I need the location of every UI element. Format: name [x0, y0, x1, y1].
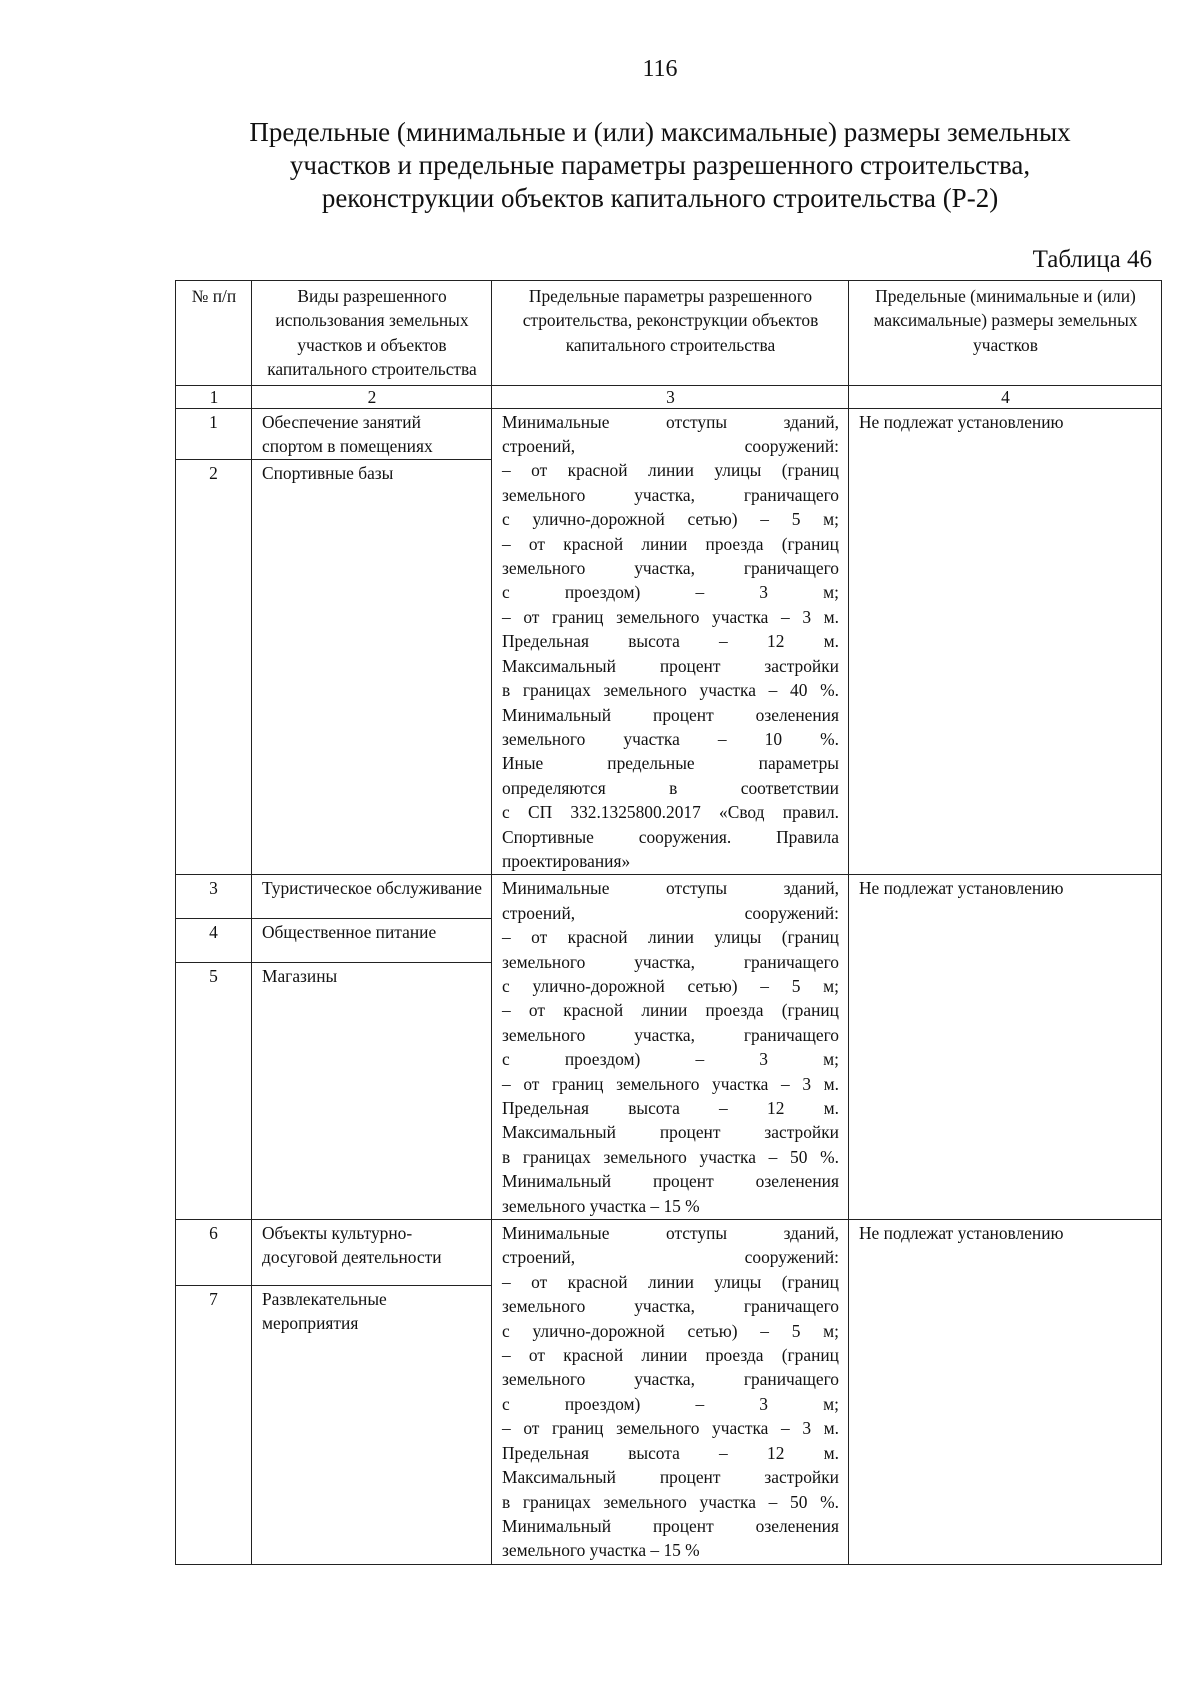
row-number: 3: [176, 875, 252, 919]
parameter-line: строений, сооружений:: [502, 1247, 839, 1268]
column-number-row: [176, 385, 1162, 408]
column-number: 1: [176, 385, 252, 408]
parameter-line: земельного участка, граничащего: [502, 1024, 839, 1045]
header-plot-sizes: Предельные (минимальные и (или) максимальные) размеры земельных участков: [849, 281, 1162, 386]
column-number: 2: [252, 385, 492, 408]
parameter-line: Предельная высота – 12 м.: [502, 1098, 839, 1118]
parameter-line: – от красной линии улицы (границ: [502, 927, 839, 948]
parameter-line: земельного участка, граничащего: [502, 484, 839, 505]
row-number: 7: [176, 1286, 252, 1565]
parameter-line: Предельная высота – 12 м.: [502, 1442, 839, 1463]
parameter-line: – от красной линии улицы (границ: [502, 1271, 839, 1292]
regulations-table: [175, 280, 1162, 1565]
use-type: Общественное питание: [252, 919, 492, 963]
parameter-line: земельного участка, граничащего: [502, 1369, 839, 1390]
parameter-line: с СП 332.1325800.2017 «Свод правил.: [502, 802, 839, 823]
parameter-line: с улично-дорожной сетью) – 5 м;: [502, 1320, 839, 1341]
parameter-line: Минимальный процент озеленения: [502, 704, 839, 725]
parameter-line: – от границ земельного участка – 3 м.: [502, 1073, 839, 1094]
use-type: Туристическое обслуживание: [252, 875, 492, 919]
parameter-line: в границах земельного участка – 40 %.: [502, 680, 839, 701]
title-line: Предельные (минимальные и (или) максимальные) размеры земельных: [249, 117, 1071, 147]
row-number: 2: [176, 460, 252, 875]
building-parameters: [492, 1220, 849, 1565]
parameter-line: – от границ земельного участка – 3 м.: [502, 1418, 839, 1439]
parameter-line: земельного участка, граничащего: [502, 951, 839, 972]
column-number: 3: [492, 385, 849, 408]
use-type: Обеспечение занятий спортом в помещениях: [252, 408, 492, 460]
parameter-line: земельного участка – 15 %: [502, 1195, 700, 1216]
plot-size-limits: Не подлежат установлению: [849, 1220, 1162, 1565]
parameter-line: Минимальные отступы зданий,: [502, 878, 839, 899]
parameter-line: с проездом) – 3 м;: [502, 1049, 839, 1070]
parameter-line: Иные предельные параметры: [502, 753, 839, 774]
parameter-line: – от красной линии проезда (границ: [502, 1345, 839, 1366]
parameter-line: проектирования»: [502, 850, 631, 871]
table-row: [176, 875, 1162, 919]
parameter-line: строений, сооружений:: [502, 436, 839, 457]
use-type: Объекты культурно-досуговой деятельности: [252, 1220, 492, 1286]
parameter-line: с проездом) – 3 м;: [502, 582, 839, 603]
parameter-line: земельного участка – 15 %: [502, 1540, 700, 1561]
parameter-line: с улично-дорожной сетью) – 5 м;: [502, 975, 839, 996]
parameter-line: Минимальный процент озеленения: [502, 1171, 839, 1192]
parameter-line: Минимальные отступы зданий,: [502, 1223, 839, 1244]
parameter-line: Максимальный процент застройки: [502, 1122, 839, 1143]
plot-size-limits: Не подлежат установлению: [849, 408, 1162, 875]
building-parameters: [492, 875, 849, 1220]
parameter-line: Предельная высота – 12 м.: [502, 631, 839, 652]
parameter-line: с проездом) – 3 м;: [502, 1393, 839, 1414]
parameter-line: земельного участка, граничащего: [502, 1296, 839, 1317]
parameter-line: Максимальный процент застройки: [502, 655, 839, 676]
plot-size-limits: Не подлежат установлению: [849, 875, 1162, 1220]
row-number: 5: [176, 963, 252, 1220]
use-type: Развлекательные мероприятия: [252, 1286, 492, 1565]
parameter-line: в границах земельного участка – 50 %.: [502, 1146, 839, 1167]
header-use-type: Виды разрешенного использования земельных участков и объектов капитального строительства: [252, 281, 492, 386]
table-label: Таблица 46: [1032, 246, 1152, 273]
parameter-line: – от границ земельного участка – 3 м.: [502, 606, 839, 627]
page-number: 116: [642, 56, 678, 82]
parameter-line: Спортивные сооружения. Правила: [502, 826, 839, 847]
parameter-line: определяются в соответствии: [502, 777, 839, 798]
row-number: 4: [176, 919, 252, 963]
column-number: 4: [849, 385, 1162, 408]
title-line: реконструкции объектов капитального строительства (Р-2): [321, 183, 999, 213]
parameter-line: Минимальные отступы зданий,: [502, 411, 839, 432]
row-number: 6: [176, 1220, 252, 1286]
table-body: [176, 408, 1162, 1564]
parameter-line: Минимальный процент озеленения: [502, 1515, 839, 1536]
parameter-line: – от красной линии улицы (границ: [502, 460, 839, 481]
header-parameters: Предельные параметры разрешенного строительства, реконструкции объектов капитального строительства: [492, 281, 849, 386]
parameter-line: земельного участка, граничащего: [502, 558, 839, 579]
title-line: участков и предельные параметры разрешенного строительства,: [289, 150, 1031, 180]
row-number: 1: [176, 408, 252, 460]
parameter-line: земельного участка – 10 %.: [502, 728, 839, 749]
building-parameters: [492, 408, 849, 875]
table-header-row: [176, 281, 1162, 386]
header-number: № п/п: [176, 281, 252, 386]
use-type: Магазины: [252, 963, 492, 1220]
use-type: Спортивные базы: [252, 460, 492, 875]
parameter-line: в границах земельного участка – 50 %.: [502, 1491, 839, 1512]
document-title: [150, 116, 1170, 215]
parameter-line: – от красной линии проезда (границ: [502, 1000, 839, 1021]
parameter-line: строений, сооружений:: [502, 902, 839, 923]
parameter-line: – от красной линии проезда (границ: [502, 533, 839, 554]
parameter-line: Максимальный процент застройки: [502, 1467, 839, 1488]
parameter-line: с улично-дорожной сетью) – 5 м;: [502, 509, 839, 530]
table-row: [176, 1220, 1162, 1286]
table-row: [176, 408, 1162, 460]
